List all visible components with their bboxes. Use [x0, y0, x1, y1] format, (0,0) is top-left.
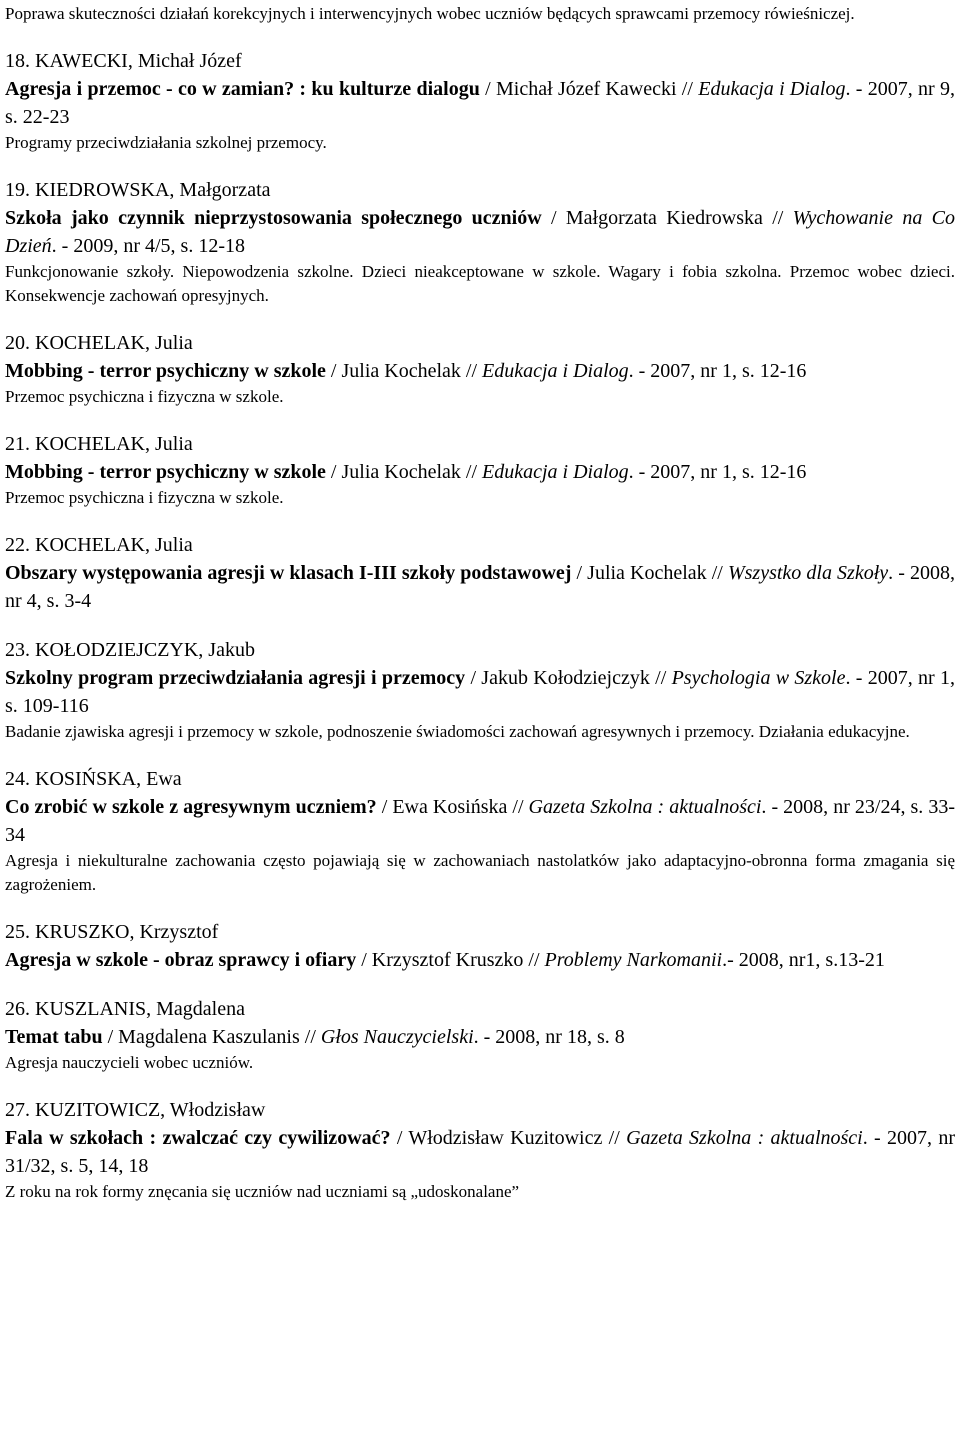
entry-details: . - 2008, nr 18, s. 8 — [473, 1026, 625, 1048]
entry-source: Wychowanie na Co Dzień — [5, 207, 955, 257]
bibliography-entry-26 — [5, 996, 955, 1075]
entry-keywords: Badanie zjawiska agresji i przemocy w szkole, podnoszenie świadomości zachowań agresywnych i przemocy. Działania edukacyjne. — [5, 722, 910, 741]
bibliography-entry-22 — [5, 532, 955, 615]
entry-author-separator: / Krzysztof Kruszko // — [356, 949, 545, 971]
intro-annotation: Poprawa skuteczności działań korekcyjnych i interwencyjnych wobec uczniów będących sprawcami przemocy rówieśniczej. — [5, 4, 855, 23]
entry-citation — [5, 793, 955, 849]
entry-citation — [5, 357, 955, 385]
entry-citation — [5, 204, 955, 260]
bibliography-entry-21 — [5, 431, 955, 510]
entry-heading: 22. KOCHELAK, Julia — [5, 534, 193, 556]
entry-citation — [5, 664, 955, 720]
entry-details: . - 2008, nr 23/24, s. 33-34 — [5, 796, 955, 846]
entry-title: Szkolny program przeciwdziałania agresji i przemocy — [5, 667, 466, 689]
entry-details: . - 2007, nr 1, s. 109-116 — [5, 667, 955, 717]
entry-heading: 24. KOSIŃSKA, Ewa — [5, 768, 182, 790]
entry-citation — [5, 559, 955, 615]
entry-source: Problemy Narkomanii — [544, 949, 723, 971]
entry-citation — [5, 1124, 955, 1180]
bibliography-entry-24 — [5, 766, 955, 897]
entry-details: . - 2007, nr 1, s. 12-16 — [628, 461, 807, 483]
entry-keywords: Funkcjonowanie szkoły. Niepowodzenia szkolne. Dzieci nieakceptowane w szkole. Wagary i fobia szkolna. Przemoc wobec dzieci. Konsekwencje zachowań opresyjnych. — [5, 262, 955, 305]
entry-author-separator: / Jakub Kołodziejczyk // — [465, 667, 672, 689]
entry-source: Gazeta Szkolna : aktualności — [626, 1127, 863, 1149]
entry-heading: 23. KOŁODZIEJCZYK, Jakub — [5, 639, 255, 661]
entry-title: Obszary występowania agresji w klasach I-III szkoły podstawowej — [5, 562, 572, 584]
entry-citation — [5, 946, 955, 974]
bibliography-entry-27 — [5, 1097, 955, 1203]
entry-heading: 19. KIEDROWSKA, Małgorzata — [5, 179, 271, 201]
bibliography-entry-25 — [5, 919, 955, 974]
entry-title: Agresja i przemoc - co w zamian? : ku kulturze dialogu — [5, 78, 480, 100]
entry-source: Psychologia w Szkole — [671, 667, 846, 689]
entry-title: Agresja w szkole - obraz sprawcy i ofiary — [5, 949, 357, 971]
entry-details: . - 2008, nr 4, s. 3-4 — [5, 562, 955, 612]
entry-author-separator: / Magdalena Kaszulanis // — [102, 1026, 321, 1048]
entry-citation — [5, 1023, 955, 1051]
entry-author-separator: / Ewa Kosińska // — [376, 796, 529, 818]
entry-citation — [5, 75, 955, 131]
entry-author-separator: / Włodzisław Kuzitowicz // — [390, 1127, 627, 1149]
entry-citation — [5, 458, 955, 486]
bibliography-entry-23 — [5, 637, 955, 744]
entry-title: Mobbing - terror psychiczny w szkole — [5, 461, 326, 483]
entry-heading: 26. KUSZLANIS, Magdalena — [5, 998, 245, 1020]
entry-heading: 18. KAWECKI, Michał Józef — [5, 50, 242, 72]
entry-keywords: Przemoc psychiczna i fizyczna w szkole. — [5, 387, 284, 406]
entry-title: Temat tabu — [5, 1026, 103, 1048]
bibliography-page — [5, 0, 955, 1203]
entry-author-separator: / Julia Kochelak // — [325, 360, 482, 382]
entry-title: Szkoła jako czynnik nieprzystosowania społecznego uczniów — [5, 207, 542, 229]
entry-source: Edukacja i Dialog — [482, 360, 629, 382]
entry-keywords: Przemoc psychiczna i fizyczna w szkole. — [5, 488, 284, 507]
entry-keywords: Agresja i niekulturalne zachowania często pojawiają się w zachowaniach nastolatków jako adaptacyjno-obronna forma zmagania się zagrożeniem. — [5, 851, 955, 894]
entry-source: Głos Nauczycielski — [320, 1026, 474, 1048]
bibliography-entry-20 — [5, 330, 955, 409]
entry-author-separator: / Małgorzata Kiedrowska // — [541, 207, 793, 229]
entry-source: Edukacja i Dialog — [698, 78, 846, 100]
bibliography-entry-18 — [5, 48, 955, 155]
entry-source: Edukacja i Dialog — [482, 461, 629, 483]
entry-heading: 20. KOCHELAK, Julia — [5, 332, 193, 354]
entry-keywords: Z roku na rok formy znęcania się uczniów nad uczniami są „udoskonalane” — [5, 1182, 520, 1201]
entry-title: Co zrobić w szkole z agresywnym uczniem? — [5, 796, 377, 818]
entry-keywords: Programy przeciwdziałania szkolnej przemocy. — [5, 133, 327, 152]
entry-author-separator: / Julia Kochelak // — [325, 461, 482, 483]
entry-details: .- 2008, nr1, s.13-21 — [722, 949, 885, 971]
entry-details: . - 2007, nr 31/32, s. 5, 14, 18 — [5, 1127, 955, 1177]
entry-source: Wszystko dla Szkoły — [727, 562, 889, 584]
entry-heading: 27. KUZITOWICZ, Włodzisław — [5, 1099, 266, 1121]
entry-title: Fala w szkołach : zwalczać czy cywilizować? — [5, 1127, 391, 1149]
entry-source: Gazeta Szkolna : aktualności — [528, 796, 762, 818]
bibliography-entry-19 — [5, 177, 955, 308]
entry-author-separator: / Michał Józef Kawecki // — [479, 78, 699, 100]
entry-details: . - 2007, nr 9, s. 22-23 — [5, 78, 956, 128]
entry-heading: 21. KOCHELAK, Julia — [5, 433, 193, 455]
entry-keywords: Agresja nauczycieli wobec uczniów. — [5, 1053, 254, 1072]
entry-author-separator: / Julia Kochelak // — [571, 562, 728, 584]
entry-heading: 25. KRUSZKO, Krzysztof — [5, 921, 219, 943]
entry-title: Mobbing - terror psychiczny w szkole — [5, 360, 326, 382]
entry-details: . - 2007, nr 1, s. 12-16 — [628, 360, 807, 382]
entry-details: . - 2009, nr 4/5, s. 12-18 — [51, 235, 245, 257]
